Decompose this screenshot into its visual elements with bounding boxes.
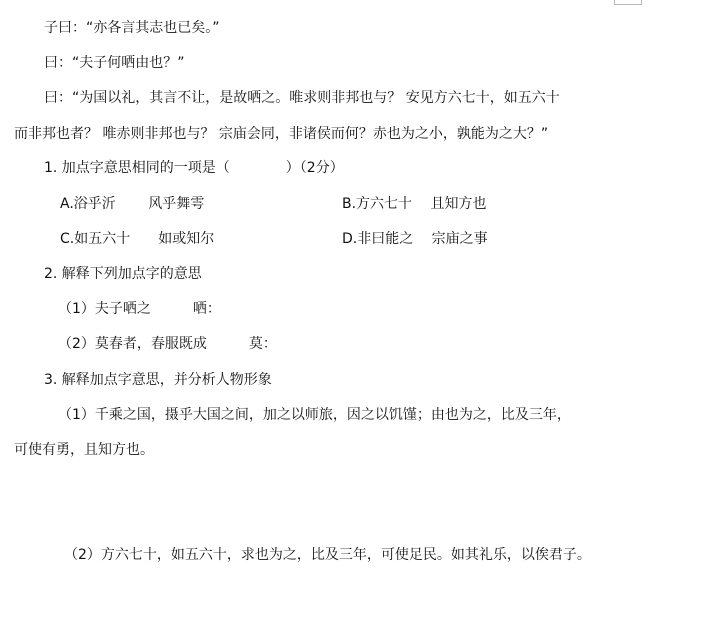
page-corner-mark (614, 0, 642, 5)
q2-stem: 2. 解释下列加点字的意思 (44, 266, 202, 282)
passage-line-4: 而非邦也者？ 唯赤则非邦也与？ 宗庙会同，非诸侯而何？赤也为之小，孰能为之大？” (14, 126, 549, 142)
q2-item-2: （2）莫春者，春服既成 莫： (58, 336, 277, 352)
q1-stem: 1. 加点字意思相同的一项是（ ）（2分） (44, 160, 344, 176)
q1-option-d: D.非曰能之 宗庙之事 (342, 231, 488, 247)
q3-stem: 3. 解释加点字意思，并分析人物形象 (44, 372, 272, 388)
q1-option-a: A.浴乎沂 风乎舞雩 (60, 196, 205, 212)
q1-option-c: C.如五六十 如或知尔 (60, 231, 215, 247)
q3-item-1-line-2: 可使有勇，且知方也。 (14, 442, 154, 458)
q3-item-2: （2）方六七十，如五六十，求也为之，比及三年，可使足民。如其礼乐，以俟君子。 (64, 547, 591, 563)
q2-item-1: （1）夫子哂之 哂： (58, 301, 221, 317)
q1-option-b: B.方六七十 且知方也 (342, 196, 487, 212)
q3-item-1-line-1: （1）千乘之国，摄乎大国之间，加之以师旅，因之以饥馑；由也为之，比及三年， (58, 407, 571, 423)
passage-line-3: 曰：“为国以礼，其言不让，是故哂之。唯求则非邦也与？ 安见方六七十，如五六十 (44, 90, 560, 106)
passage-line-1: 子曰：“亦各言其志也已矣。” (44, 20, 220, 36)
passage-line-2: 曰：“夫子何哂由也？” (44, 55, 185, 71)
